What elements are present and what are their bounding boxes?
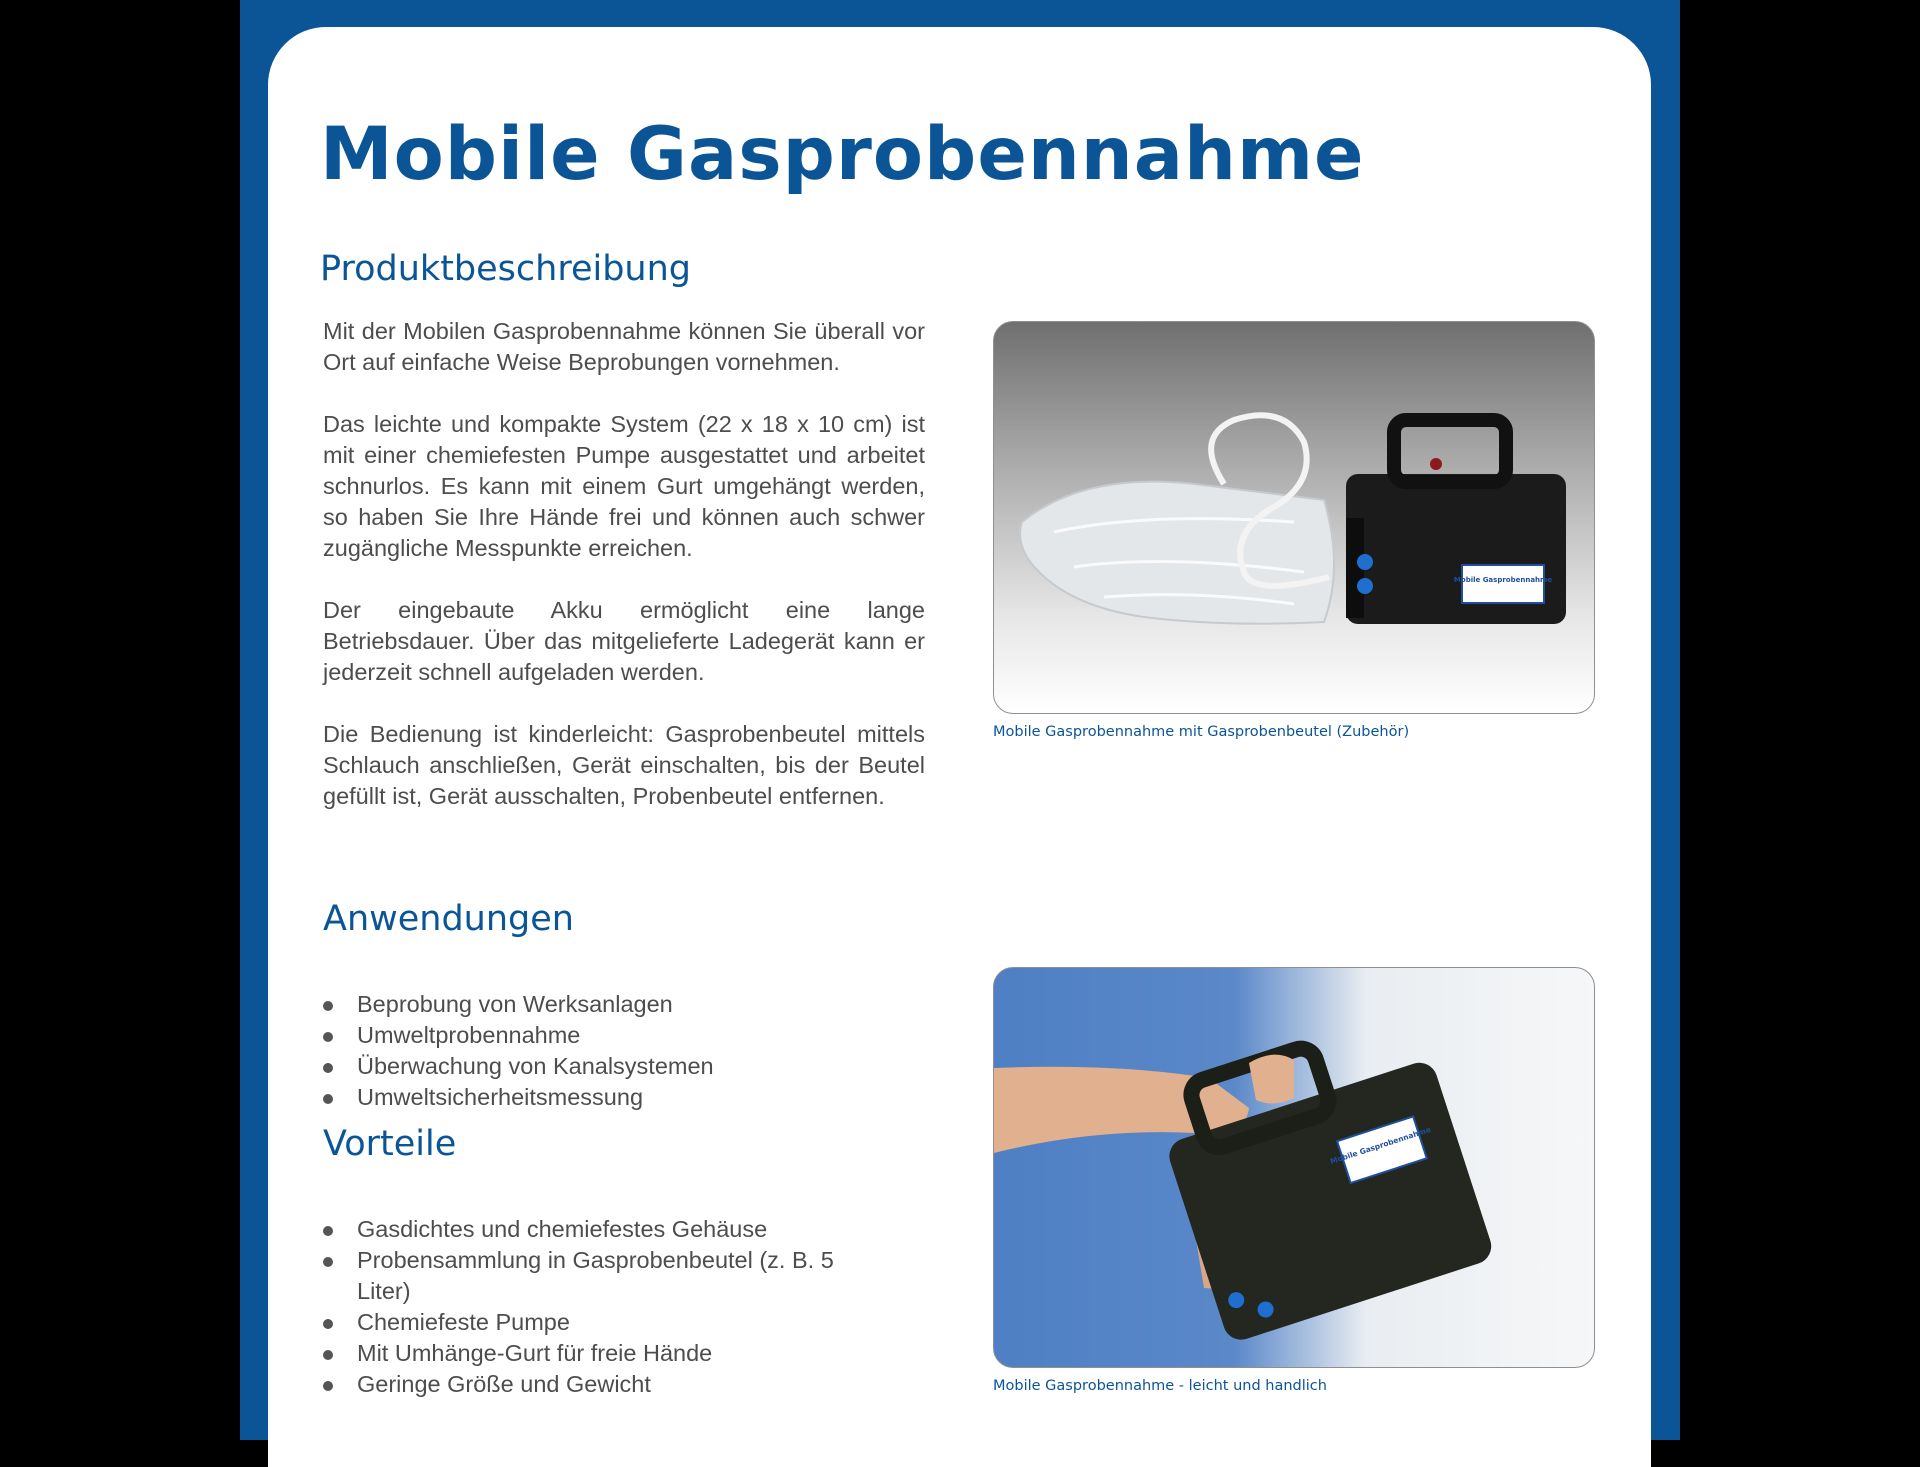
bullet-icon [323, 1257, 333, 1267]
list-item-label: Umweltprobennahme [357, 1022, 581, 1048]
product-photo-with-sample-bag [993, 321, 1595, 714]
device-with-bag-illustration [994, 322, 1594, 713]
product-photo-in-hand [993, 967, 1595, 1368]
page-title: Mobile Gasprobennahme [320, 112, 1365, 197]
bullet-icon [323, 1319, 333, 1329]
bullet-icon [323, 1350, 333, 1360]
list-item [323, 1245, 883, 1307]
list-item [323, 989, 883, 1020]
list-item-label: Überwachung von Kanalsystemen [357, 1053, 714, 1079]
bullet-icon [323, 1226, 333, 1236]
list-item-label: Geringe Größe und Gewicht [357, 1371, 651, 1397]
list-item [323, 1338, 883, 1369]
bullet-icon [323, 1032, 333, 1042]
power-switch-icon [1430, 458, 1442, 470]
list-item [323, 1082, 883, 1113]
bullet-icon [323, 1381, 333, 1391]
applications-list [323, 989, 883, 1113]
list-item [323, 1307, 883, 1338]
case-handle [1394, 420, 1506, 482]
device-in-hand-illustration [994, 968, 1594, 1367]
bullet-icon [323, 1094, 333, 1104]
list-item [323, 1051, 883, 1082]
list-item [323, 1020, 883, 1051]
connector-icon [1357, 578, 1373, 594]
case-group [1149, 1011, 1496, 1345]
case-label [1462, 565, 1544, 603]
description-paragraph: Der eingebaute Akku ermöglicht eine lange Betriebsdauer. Über das mitgelieferte Ladegerät kann er jederzeit schnell aufgeladen werden. [323, 597, 925, 685]
list-item [323, 1369, 883, 1400]
advantages-list [323, 1214, 883, 1400]
list-item-label: Gasdichtes und chemiefestes Gehäuse [357, 1216, 768, 1242]
list-item-label: Probensammlung in Gasprobenbeutel (z. B. 5 Liter) [357, 1247, 834, 1304]
list-item-label: Chemiefeste Pumpe [357, 1309, 570, 1335]
figure-caption: Mobile Gasprobennahme mit Gasprobenbeutel (Zubehör) [993, 724, 1410, 740]
section-heading-vorteile: Vorteile [323, 1124, 457, 1164]
bullet-icon [323, 1063, 333, 1073]
fingers-shape [1249, 1055, 1294, 1104]
description-paragraph: Das leichte und kompakte System (22 x 18 x 10 cm) ist mit einer chemiefesten Pumpe ausgestattet und arbeitet schnurlos. Es kann mit einem Gurt umgehängt werden, so haben Sie Ihre Hände frei und können auch schwer zugängliche Messpunkte erreichen. [323, 411, 925, 561]
section-heading-anwendungen: Anwendungen [323, 899, 574, 939]
list-item-label: Beprobung von Werksanlagen [357, 991, 673, 1017]
figure-caption: Mobile Gasprobennahme - leicht und handlich [993, 1378, 1327, 1394]
list-item-label: Mit Umhänge-Gurt für freie Hände [357, 1340, 713, 1366]
description-paragraph: Die Bedienung ist kinderleicht: Gasprobenbeutel mittels Schlauch anschließen, Gerät einschalten, bis der Beutel gefüllt ist, Gerät ausschalten, Probenbeutel entfernen. [323, 721, 925, 809]
case-label-text: Mobile Gasprobennahme [1453, 576, 1553, 584]
product-description [323, 316, 925, 843]
connector-icon [1357, 554, 1373, 570]
list-item-label: Umweltsicherheitsmessung [357, 1084, 644, 1110]
list-item [323, 1214, 883, 1245]
document-page [268, 27, 1651, 1467]
bullet-icon [323, 1001, 333, 1011]
section-heading-produktbeschreibung: Produktbeschreibung [320, 249, 692, 289]
description-paragraph: Mit der Mobilen Gasprobennahme können Sie überall vor Ort auf einfache Weise Beprobungen vornehmen. [323, 318, 925, 375]
case-label-text: Mobile Gasprobennahme [1329, 1124, 1432, 1166]
